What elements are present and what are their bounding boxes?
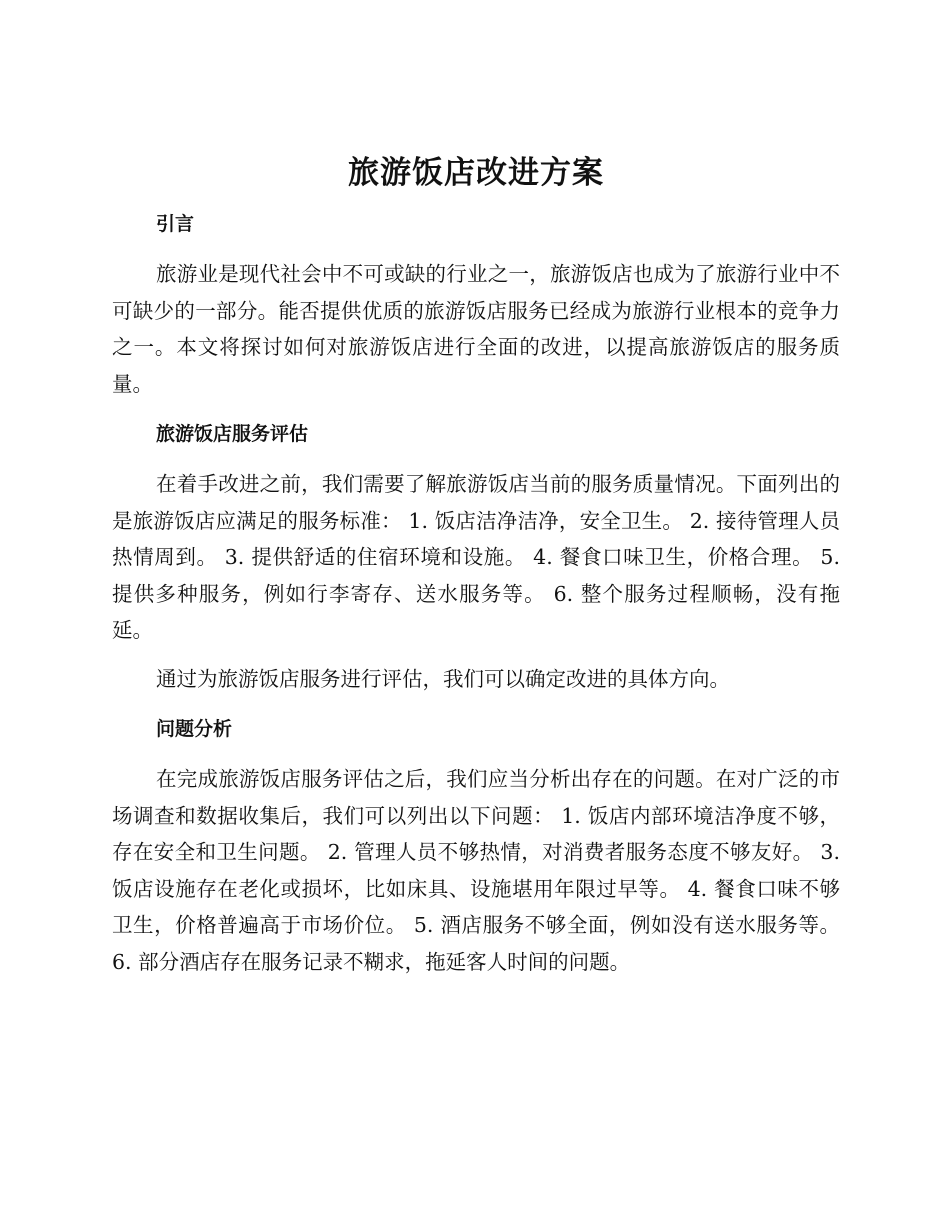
paragraph-problem-list: 在完成旅游饭店服务评估之后，我们应当分析出存在的问题。在对广泛的市场调查和数据收集后，我们可以列出以下问题： 1. 饭店内部环境洁净度不够，存在安全和卫生问题。 2. 管理人员不够热情，对消费者服务态度不够友好。 3. 饭店设施存在老化或损坏，比如床具、设施堪用年限过早等。 4. 餐食口味不够卫生，价格普遍高于市场价位。 5. 酒店服务不够全面，例如没有送水服务等。 6. 部分酒店存在服务记录不糊求，拖延客人时间的问题。	[112, 767, 840, 974]
document-page	[112, 150, 840, 980]
paragraph-introduction: 旅游业是现代社会中不可或缺的行业之一，旅游饭店也成为了旅游行业中不可缺少的一部分。能否提供优质的旅游饭店服务已经成为旅游行业根本的竞争力之一。本文将探讨如何对旅游饭店进行全面的改进，以提高旅游饭店的服务质量。	[112, 262, 840, 396]
paragraph-service-standards: 在着手改进之前，我们需要了解旅游饭店当前的服务质量情况。下面列出的是旅游饭店应满足的服务标准： 1. 饭店洁净洁净，安全卫生。 2. 接待管理人员热情周到。 3. 提供舒适的住宿环境和设施。 4. 餐食口味卫生，价格合理。 5. 提供多种服务，例如行李寄存、送水服务等。 6. 整个服务过程顺畅，没有拖延。	[112, 472, 840, 642]
document-title: 旅游饭店改进方案	[348, 155, 604, 191]
section-heading-problem-analysis: 问题分析	[156, 718, 233, 740]
paragraph-evaluation-direction: 通过为旅游饭店服务进行评估，我们可以确定改进的具体方向。	[156, 666, 730, 691]
section-heading-introduction: 引言	[156, 213, 195, 235]
section-heading-service-evaluation: 旅游饭店服务评估	[156, 423, 309, 445]
